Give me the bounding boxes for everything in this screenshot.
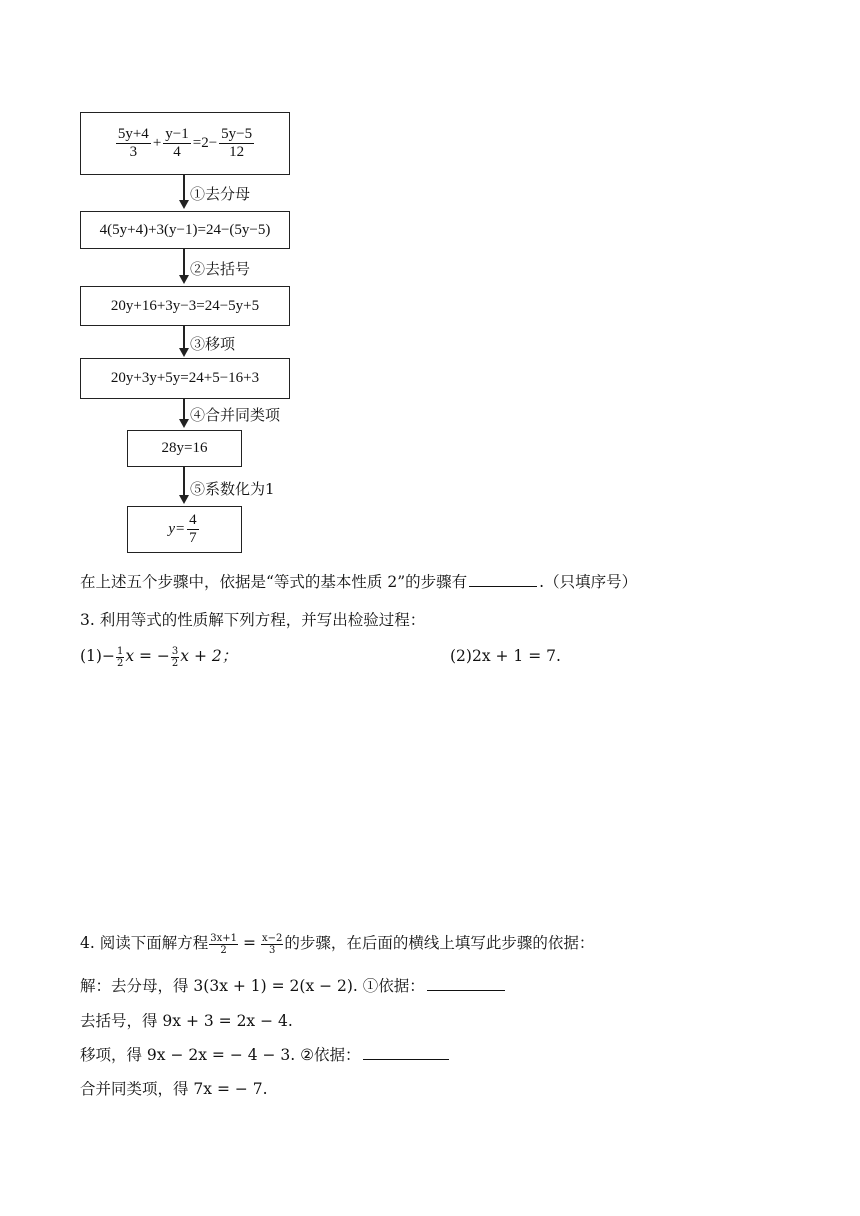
frac-num: 4	[187, 512, 199, 530]
frac-den: 4	[173, 144, 181, 160]
q2-text-after: .（只填序号）	[539, 573, 638, 591]
frac-den: 2	[171, 657, 179, 669]
frac-den: 7	[189, 530, 197, 546]
frac-num: 3	[171, 645, 179, 657]
q4-line-2: 去括号，得 9x + 3 = 2x − 4.	[80, 1012, 293, 1030]
part-label: (1)	[80, 647, 102, 665]
frac-den: 12	[229, 144, 245, 160]
flow-box-4: 20y+3y+5y=24+5−16+3	[80, 358, 290, 399]
q4-line-1	[80, 974, 507, 996]
q4-title-text-after: 的步骤，在后面的横线上填写此步骤的依据：	[284, 934, 595, 952]
reason-blank-2[interactable]	[363, 1058, 449, 1060]
frac-num: 5y−5	[219, 126, 254, 144]
q4-title	[80, 931, 594, 956]
q3-part2	[450, 647, 561, 665]
step-label-3: ③移项	[190, 335, 236, 353]
equals-sign: =	[242, 934, 256, 952]
q3-title: 3. 利用等式的性质解下列方程，并写出检验过程：	[80, 611, 426, 629]
frac-num: y−1	[163, 126, 190, 144]
part-label: (2)	[450, 647, 472, 665]
flow-box-1	[80, 112, 290, 175]
frac-den: 2	[116, 657, 124, 669]
flow-box-2: 4(5y+4)+3(y−1)=24−(5y−5)	[80, 211, 290, 249]
plus-sign: +	[152, 135, 162, 151]
reason-blank-1[interactable]	[427, 989, 505, 991]
frac-num: x−2	[261, 932, 283, 944]
q2-text: 在上述五个步骤中，依据是“等式的基本性质 2”的步骤有	[80, 573, 468, 591]
step-label-5: ⑤系数化为1	[190, 480, 275, 498]
frac-den: 3	[129, 144, 138, 160]
q4-step-text: 移项，得 9x − 2x = − 4 − 3. ②依据：	[80, 1046, 361, 1064]
q3-part1	[80, 644, 237, 669]
frac-num: 1	[116, 645, 124, 657]
flow-box-3: 20y+16+3y−3=24−5y+5	[80, 286, 290, 326]
minus-sign: −	[101, 647, 115, 665]
frac-den: 3	[268, 944, 276, 956]
frac-num: 3x+1	[210, 932, 237, 944]
result-lhs: y=	[168, 521, 186, 537]
equation: 2x + 1 = 7.	[471, 647, 561, 665]
eq-segment: x = −	[125, 647, 170, 665]
frac-den: 2	[220, 944, 227, 956]
q2-line	[80, 570, 637, 592]
step-label-4: ④合并同类项	[190, 406, 281, 424]
q4-line-4: 合并同类项，得 7x = − 7.	[80, 1080, 268, 1098]
frac-num: 5y+4	[116, 126, 151, 144]
q4-line-3	[80, 1043, 451, 1065]
q4-step-text: 解：去分母，得 3(3x + 1) = 2(x − 2). ①依据：	[80, 977, 425, 995]
flow-box-6	[127, 506, 242, 553]
q2-answer-blank[interactable]	[469, 585, 537, 587]
q4-title-text: 4. 阅读下面解方程	[80, 934, 209, 952]
step-label-2: ②去括号	[190, 260, 251, 278]
equals-two-minus: =2−	[192, 135, 218, 151]
flow-box-5: 28y=16	[127, 430, 242, 467]
eq-segment: x + 2；	[180, 647, 238, 665]
step-label-1: ①去分母	[190, 185, 251, 203]
